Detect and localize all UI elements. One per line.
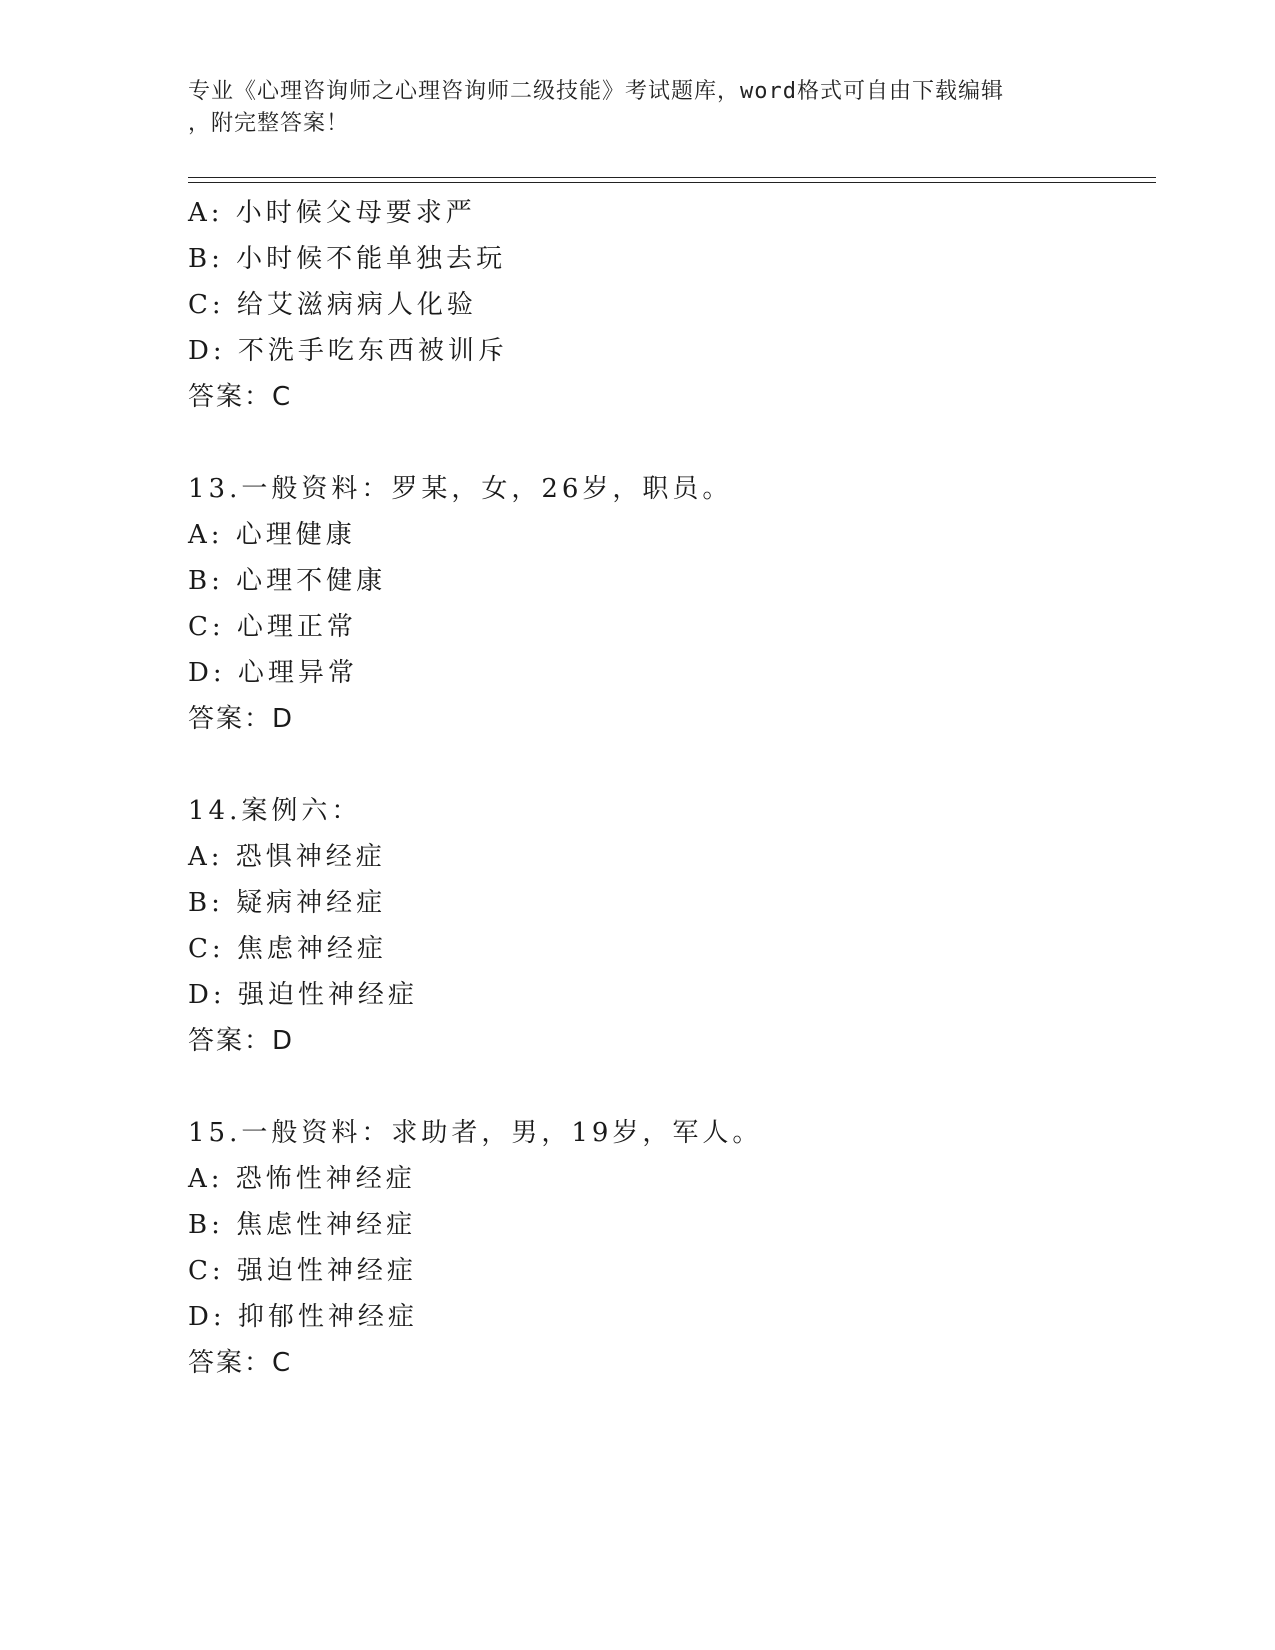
answer-line: 答案：D	[188, 704, 295, 734]
block-spacer	[188, 420, 1148, 466]
answer-line: 答案：D	[188, 1026, 295, 1056]
option-b: B: 疑病神经症	[188, 888, 387, 918]
question-text: 15.一般资料：求助者，男，19岁，军人。	[188, 1118, 763, 1148]
block-spacer	[188, 1064, 1148, 1110]
option-d: D: 强迫性神经症	[188, 980, 418, 1010]
option-b: B: 心理不健康	[188, 566, 387, 596]
header-divider-bottom	[188, 182, 1156, 183]
option-d: D: 不洗手吃东西被训斥	[188, 336, 508, 366]
question-text: 14.案例六：	[188, 796, 362, 826]
option-c: C: 给艾滋病病人化验	[188, 290, 477, 320]
question-text: 13.一般资料：罗某，女，26岁，职员。	[188, 474, 733, 504]
header-line-1: 专业《心理咨询师之心理咨询师二级技能》考试题库，word格式可自由下载编辑	[188, 79, 1004, 104]
question-block-13	[188, 466, 1148, 742]
header-divider-top	[188, 177, 1156, 178]
question-block-12	[188, 190, 1148, 420]
answer-line: 答案：C	[188, 382, 293, 412]
option-a: A: 恐怖性神经症	[188, 1164, 416, 1194]
document-header	[188, 76, 1088, 140]
option-a: A: 恐惧神经症	[188, 842, 386, 872]
block-spacer	[188, 742, 1148, 788]
question-block-14	[188, 788, 1148, 1064]
option-c: C: 心理正常	[188, 612, 357, 642]
option-a: A: 心理健康	[188, 520, 356, 550]
question-block-15	[188, 1110, 1148, 1386]
header-line-2: ，附完整答案！	[188, 111, 350, 136]
option-b: B: 焦虑性神经症	[188, 1210, 417, 1240]
option-c: C: 焦虑神经症	[188, 934, 387, 964]
option-d: D: 心理异常	[188, 658, 358, 688]
option-d: D: 抑郁性神经症	[188, 1302, 418, 1332]
option-b: B: 小时候不能单独去玩	[188, 244, 507, 274]
question-list	[188, 190, 1148, 1386]
answer-line: 答案：C	[188, 1348, 293, 1378]
option-a: A: 小时候父母要求严	[188, 198, 476, 228]
option-c: C: 强迫性神经症	[188, 1256, 417, 1286]
